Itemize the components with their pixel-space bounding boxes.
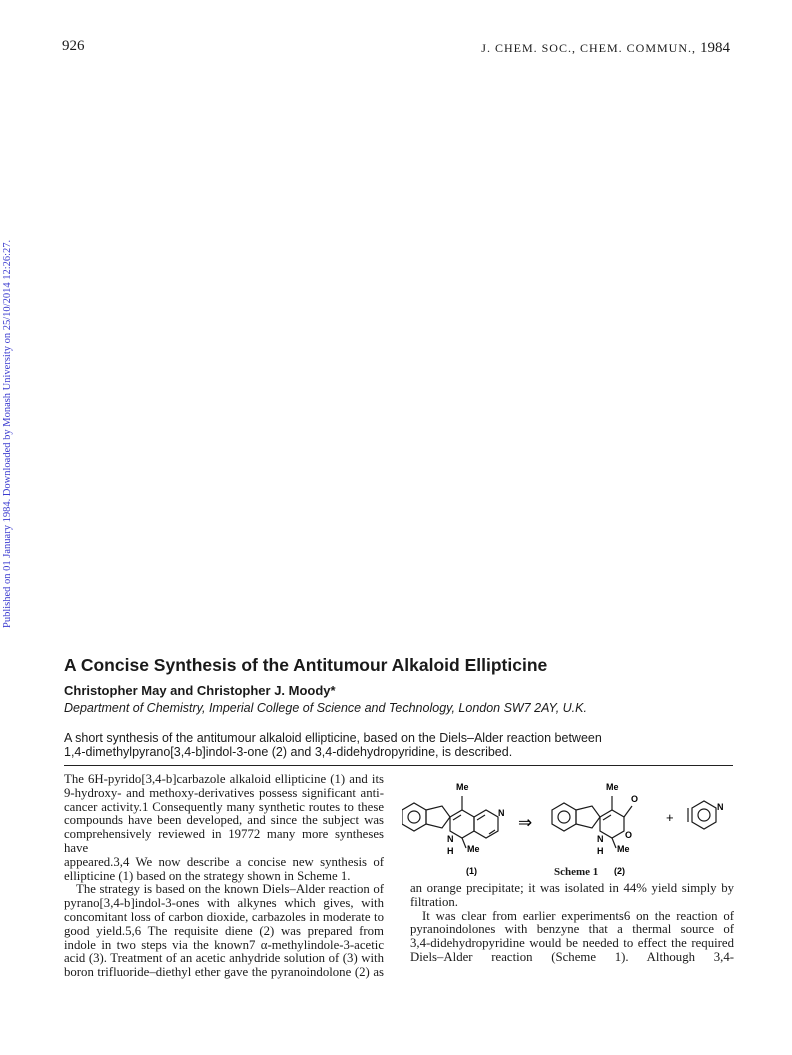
abstract-line: A short synthesis of the antitumour alkaloid ellipticine, based on the Diels–Alder reaction between	[64, 731, 602, 745]
body-line: good yield.5,6 The requisite diene (2) was prepared from	[64, 923, 384, 938]
journal-header	[481, 40, 730, 57]
me-label: Me	[617, 844, 630, 854]
pyridyne-ring	[692, 801, 716, 829]
article-affiliation: Department of Chemistry, Imperial College of Science and Technology, London SW7 2AY, U.K.	[64, 701, 587, 715]
body-line: compounds have been developed, and since the subject was	[64, 813, 384, 828]
body-line: acid (3). Treatment of an acetic anhydride solution of (3) with	[64, 951, 384, 966]
compound-2-label: (2)	[614, 866, 625, 876]
compound-1-label: (1)	[466, 866, 477, 876]
me-label: Me	[456, 782, 469, 792]
body-line: indole in two steps via the known7 α-methylindole-3-acetic	[64, 937, 384, 952]
body-line: concomitant loss of carbon dioxide, carbazoles in moderate to	[64, 909, 384, 924]
n-label: N	[498, 808, 505, 818]
scheme-1-diagram	[402, 770, 738, 878]
body-line: comprehensively reviewed in 19772 many more syntheses have	[64, 827, 384, 855]
benzene-ring-1	[402, 803, 426, 831]
page-number: 926	[62, 38, 85, 54]
abstract	[64, 731, 734, 759]
pyrrole-ring-2	[576, 806, 600, 828]
body-line: pyrano[3,4-b]indol-3-ones with alkynes which gives, with	[64, 896, 384, 911]
plus-sign: +	[666, 810, 674, 825]
n-label: N	[597, 834, 604, 844]
aromatic-circle	[558, 811, 570, 823]
h-label: H	[597, 846, 604, 856]
body-line: filtration.	[410, 894, 458, 909]
aromatic-circle	[698, 809, 710, 821]
body-column-right	[410, 882, 734, 965]
n-label: N	[717, 802, 724, 812]
journal-year: 1984	[700, 40, 730, 56]
article-authors: Christopher May and Christopher J. Moody*	[64, 683, 336, 698]
pyranone-ring-2	[600, 810, 624, 838]
body-line: ellipticine (1) based on the strategy shown in Scheme 1.	[64, 868, 351, 883]
body-line: It was clear from earlier experiments6 on the reaction of	[422, 908, 734, 923]
aromatic-circle	[408, 811, 420, 823]
body-line: cancer activity.1 Consequently many synthetic routes to these	[64, 799, 384, 814]
retro-arrow: ⇒	[518, 813, 533, 832]
benzene-ring-2	[552, 803, 576, 831]
body-line: Diels–Alder reaction (Scheme 1). Although 3,4-	[410, 949, 734, 964]
body-line: The 6H-pyrido[3,4-b]carbazole alkaloid ellipticine (1) and its	[64, 772, 384, 786]
me-label: Me	[606, 782, 619, 792]
abstract-divider	[64, 765, 733, 766]
body-line: 3,4-didehydropyridine would be needed to effect the required	[410, 936, 734, 951]
body-line: an orange precipitate; it was isolated in 44% yield simply by	[410, 881, 734, 895]
pyridine-ring-1	[474, 810, 498, 838]
abstract-line: 1,4-dimethylpyrano[3,4-b]indol-3-one (2) and 3,4-didehydropyridine, is described.	[64, 745, 513, 759]
body-line: appeared.3,4 We now describe a concise new synthesis of	[64, 854, 384, 869]
o-label: O	[631, 794, 639, 804]
body-line: boron trifluoride–diethyl ether gave the pyranoindolone (2) as	[64, 965, 384, 980]
o-label: O	[625, 830, 633, 840]
me-label: Me	[467, 844, 480, 854]
h-label: H	[447, 846, 454, 856]
body-column-left	[64, 773, 384, 980]
body-line: pyranoindolones with benzyne that a thermal source of	[410, 922, 734, 937]
scheme-caption: Scheme 1	[554, 866, 599, 878]
download-notice-link[interactable]: Published on 01 January 1984. Downloaded by Monash University on 25/10/2014 12:26:27.	[2, 239, 13, 628]
body-line: The strategy is based on the known Diels–Alder reaction of	[76, 882, 384, 897]
central-ring-1	[450, 810, 474, 838]
pyrrole-ring-1	[426, 806, 450, 828]
article-title: A Concise Synthesis of the Antitumour Alkaloid Ellipticine	[64, 655, 548, 675]
body-line: 9-hydroxy- and methoxy-derivatives possess significant anti-	[64, 785, 384, 800]
n-label: N	[447, 834, 454, 844]
journal-name: J. CHEM. SOC., CHEM. COMMUN.,	[481, 41, 696, 55]
scheme-1-figure	[402, 770, 738, 878]
